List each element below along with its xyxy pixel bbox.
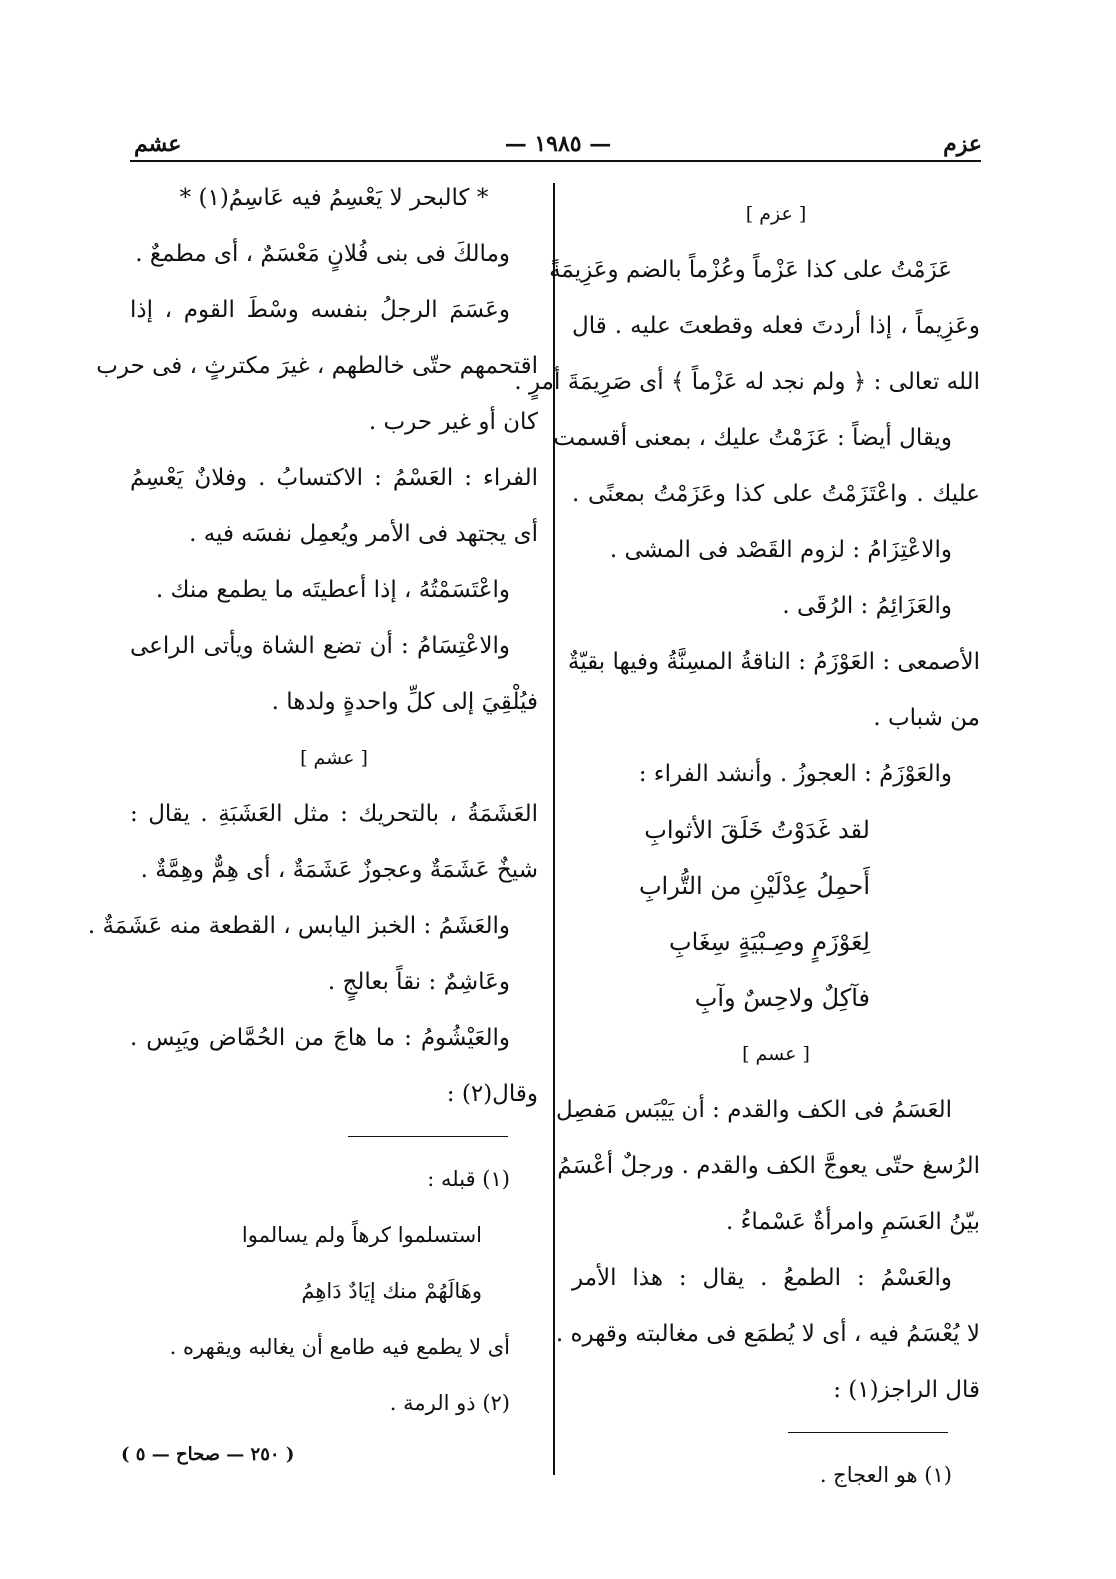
text-line: والعَزَائِمُ : الرُقَى . [782, 593, 952, 619]
text-line: الرُسغ حتّى يعوجَّ الكف والقدم . ورجلٌ أعْسَمُ [557, 1153, 980, 1179]
footnotes [572, 1447, 980, 1503]
text-line: والعَسْمُ : الطمعُ . يقال : هذا الأمر [572, 1265, 952, 1291]
text-line: والعَيْشُومُ : ما هاجَ من الحُمَّاض ويَبِس . [130, 1025, 510, 1051]
header-right-word: عزم [943, 131, 982, 157]
entry-heading: [ عزم ] [745, 203, 807, 225]
left-column [87, 170, 538, 1431]
text-line: فيُلْقِيَ إلى كلِّ واحدةٍ ولدها . [271, 689, 538, 715]
text-line: شيخٌ عَشَمَةٌ وعجوزٌ عَشَمَةٌ ، أى هِمٌّ وهِمَّةٌ . [140, 857, 538, 883]
verse-line: لقد غَدَوْتُ خَلَقَ الأثوابِ [644, 816, 870, 844]
footnote-line: أى لا يطمع فيه طامع أن يغالبه ويقهره . [169, 1335, 510, 1359]
footnote-line: (١) قبله : [427, 1167, 510, 1191]
footnote-rule [788, 1432, 948, 1433]
text-line: والاعْتِزَامُ : لزوم القَصْد فى المشى . [609, 537, 952, 563]
footnotes [130, 1151, 538, 1431]
text-line: والعَشَمُ : الخبز اليابس ، القطعة منه عَشَمَةٌ . [87, 913, 510, 939]
footnote-verse: استسلموا كرهاً ولم يسالموا [241, 1223, 482, 1247]
text-line: عَزَمْتُ على كذا عَزْماً وعُزْماً بالضم وعَزِيمَةً [549, 257, 952, 283]
text-line: كان أو غير حرب . [368, 409, 538, 435]
text-line: العَشَمَةُ ، بالتحريك : مثل العَشَبَةِ . يقال : [130, 801, 538, 827]
text-line: اقتحمهم حتّى خالطهم ، غيرَ مكترثٍ ، فى حرب [96, 353, 538, 379]
text-line: واعْتَسَمْتُهُ ، إذا أعطيتَه ما يطمع منك . [155, 577, 510, 603]
text-line: عليك . واعْتَزَمْتُ على كذا وعَزَمْتُ بمعنًى . [572, 481, 980, 507]
header-left-word: عشم [134, 131, 182, 157]
text-line: وعَاشِمٌ : نقاً بعالجٍ . [327, 969, 510, 995]
text-line: ومالكَ فى بنى فُلانٍ مَعْسَمٌ ، أى مطمعٌ . [135, 241, 510, 267]
footnote-line: (١) هو العجاج . [819, 1463, 952, 1487]
text-line: الأصمعى : العَوْزَمُ : الناقةُ المسِنَّةُ وفيها بقيّةٌ [567, 649, 980, 675]
text-line: الله تعالى : ﴿ ولم نجد له عَزْماً ﴾ أى صَرِيمَةَ أمرٍ . [514, 369, 980, 395]
footnote-verse: وهَالَهُمْ منك إيَادٌ دَاهِمُ [301, 1279, 482, 1303]
right-column [514, 186, 980, 1503]
text-line: قال الراجز(١) : [833, 1377, 980, 1403]
text-line: الفراء : العَسْمُ : الاكتسابُ . وفلانٌ يَعْسِمُ [130, 465, 538, 491]
verse-line: لِعَوْزَمٍ وصِـبْيَةٍ سِغَابِ [669, 928, 870, 956]
text-line: من شباب . [873, 705, 980, 731]
text-line: وعَسَمَ الرجلُ بنفسه وسْطَ القوم ، إذا [130, 297, 510, 323]
footnote-rule [348, 1136, 508, 1137]
text-line: العَسَمُ فى الكف والقدم : أن يَيْبَس مَفصِل [556, 1097, 952, 1123]
verse-line: فآكِلٌ ولاحِسٌ وآبِ [694, 984, 870, 1012]
text-line: وقال(٢) : [446, 1081, 538, 1107]
entry-heading: [ عشم ] [300, 747, 368, 769]
footnote-line: (٢) ذو الرمة . [389, 1391, 510, 1415]
entry-heading: [ عسم ] [742, 1043, 810, 1065]
header-rule [130, 160, 981, 162]
verse-line: * كالبحر لا يَعْسِمُ فيه عَاسِمُ(١) * [179, 185, 489, 211]
text-line: بيّنُ العَسَمِ وامرأةٌ عَسْماءُ . [725, 1209, 980, 1235]
page-number: — ١٩٨٥ — [504, 131, 612, 157]
text-line: لا يُعْسَمُ فيه ، أى لا يُطمَع فى مغالبته وقهره . [555, 1321, 980, 1347]
text-line: أى يجتهد فى الأمر ويُعمِل نفسَه فيه . [189, 521, 538, 547]
text-line: وعَزِيماً ، إذا أردتَ فعله وقطعتَ عليه . قال [572, 313, 980, 339]
signature-line: ( ٢٥٠ — صحاح — ٥ ) [121, 1444, 295, 1465]
text-line: والاعْتِسَامُ : أن تضع الشاة ويأتى الراعى [130, 633, 510, 659]
text-line: والعَوْزَمُ : العجوزُ . وأنشد الفراء : [638, 761, 952, 787]
verse-line: أَحمِلُ عِدْلَيْنِ من التُّرابِ [638, 872, 870, 900]
text-line: ويقال أيضاً : عَزَمْتُ عليك ، بمعنى أقسمت [553, 425, 952, 451]
